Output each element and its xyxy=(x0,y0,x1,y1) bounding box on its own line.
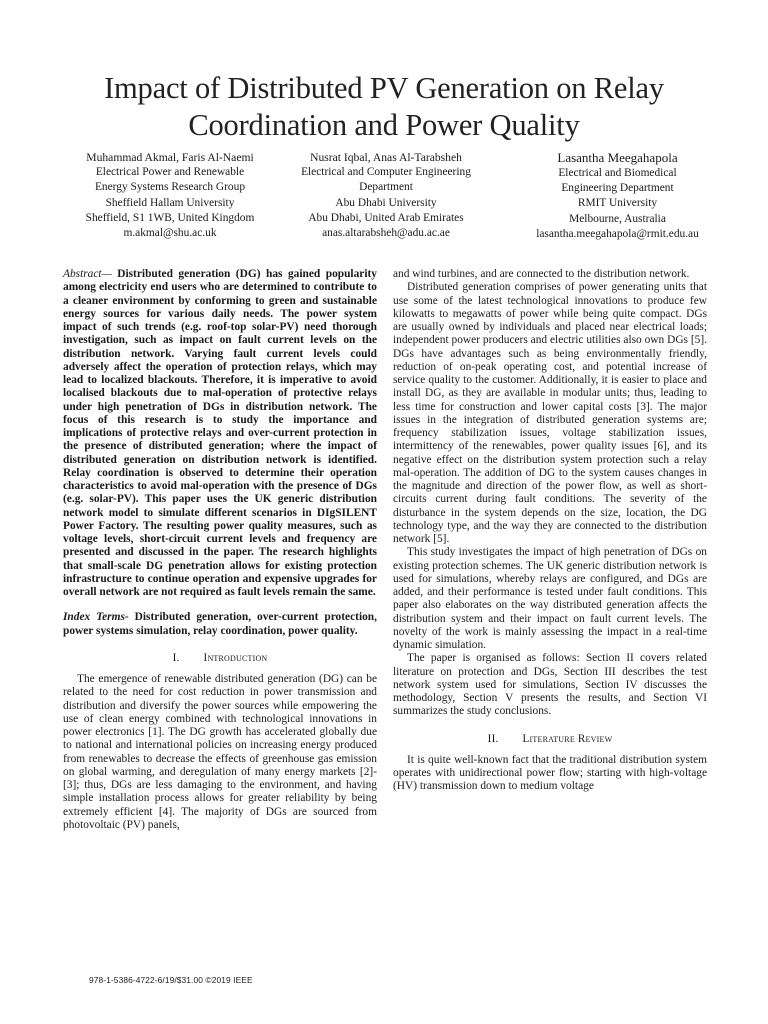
affiliation-line: Sheffield, S1 1WB, United Kingdom xyxy=(85,211,255,224)
index-terms-text: - Distributed generation, over-current protection, power systems simulation, relay coordination, power quality. xyxy=(63,611,377,637)
author-email: lasantha.meegahapola@rmit.edu.au xyxy=(536,227,699,240)
affiliation-line: Abu Dhabi University xyxy=(335,196,437,209)
author-affiliation-1 xyxy=(65,150,275,241)
title-line-2: Coordination and Power Quality xyxy=(188,108,580,142)
paragraph: Distributed generation comprises of power generating units that use some of the latest technological innovations to produce few kilowatts to megawatts of power while being quite compact. DGs are usually owned by individuals and placed near electrical loads; independent power producers and electric utilities also own DGs [5]. DGs have advantages such as being environmentally friendly, reduction of on-peak operating cost, and potential increase of service quality to the customer. Additionally, it is easier to place and install DG, as they are available in modular units; thus, leading to less time for construction and lower capital costs [3]. The major issues in the integration of distributed generation systems are; frequency stabilization issues, voltage stabilization issues, intermittency of the renewables, power quality issues [6], and its negative effect on the distribution system protection such a relay mal-operation. The addition of DG to the system causes changes in the magnitude and direction of the power flow, as well as short-circuits current during fault conditions. The severity of the disturbance in the system depends on the size, location, the DG technology type, and the way they are connected to the distribution network [5]. xyxy=(393,281,707,545)
author-names: Lasantha Meegahapola xyxy=(557,150,678,165)
affiliation-line: Department xyxy=(359,181,413,194)
paragraph: This study investigates the impact of high penetration of DGs on existing protection schemes. The UK generic distribution network is used for simulations, whereby relays are configured, and DGs are added, and their performance is tested under fault conditions. This paper also elaborates on the way distributed generation affects the distribution system and their impact on fault current levels. The novelty of the work is mainly assessing the impact in a real-time dynamic simulation. xyxy=(393,546,707,651)
abstract-text: Distributed generation (DG) has gained popularity among electricity end users who are determined to contribute to a cleaner environment by conforming to green and sustainable energy sources for various daily needs. The power system impact of such trends (e.g. roof-top solar-PV) need thorough investigation, such as impact on fault current levels on the distribution network. Varying fault current levels could adversely affect the operation of protection relays, which may lead to localized blackouts. Therefore, it is imperative to avoid localised blackouts due to mal-operation of protective relays under high penetration of DGs in distribution network. The focus of this research is to study the importance and implications of protective relays and over-current protection in the presence of distributed generation; where the impact of distributed generation on distribution network is identified. Relay coordination is observed to determine their operation characteristics to avoid mal-operation with the presence of DGs (e.g. solar-PV). This paper uses the UK generic distribution network model to simulate different scenarios in DIgSILENT Power Factory. The resulting power quality measures, such as voltage levels, short-circuit current levels and frequency are presented and discussed in the paper. The research highlights that small-scale DG penetration allows for existing protection infrastructure to continue operation and expensive upgrades for overall network are not required as fault levels remain the same. xyxy=(63,268,377,598)
affiliation-line: Abu Dhabi, United Arab Emirates xyxy=(308,211,464,224)
author-affiliation-3 xyxy=(495,150,740,242)
index-terms-label: Index Terms xyxy=(63,611,125,624)
author-block xyxy=(55,150,735,240)
paragraph: The paper is organised as follows: Section II covers related literature on protection and DGs, Section III describes the test network system used for simulations, Section IV discusses the methodology, Section V presents the results, and Section VI summarizes the study conclusions. xyxy=(393,652,707,718)
paper-title xyxy=(40,70,728,144)
author-email: anas.altarabsheh@adu.ac.ae xyxy=(322,227,450,240)
paragraph: It is quite well-known fact that the traditional distribution system operates with unidirectional power flow; starting with high-voltage (HV) transmission down to medium voltage xyxy=(393,753,707,793)
author-affiliation-2 xyxy=(281,150,491,241)
section-heading-literature-review xyxy=(393,733,707,746)
author-names: Nusrat Iqbal, Anas Al-Tarabsheh xyxy=(310,151,462,164)
section-heading-introduction xyxy=(63,652,377,665)
author-names: Muhammad Akmal, Faris Al-Naemi xyxy=(86,151,254,164)
author-email: m.akmal@shu.ac.uk xyxy=(123,227,217,240)
affiliation-line: Melbourne, Australia xyxy=(569,212,666,225)
affiliation-line: Energy Systems Research Group xyxy=(94,181,246,194)
section-title: Introduction xyxy=(203,651,268,664)
section-number: II. xyxy=(487,732,499,745)
paragraph: and wind turbines, and are connected to the distribution network. xyxy=(393,268,690,280)
affiliation-line: Electrical and Biomedical xyxy=(558,167,677,179)
copyright-footer: 978-1-5386-4722-6/19/$31.00 ©2019 IEEE xyxy=(89,975,253,985)
right-column xyxy=(393,268,707,794)
affiliation-line: Electrical Power and Renewable xyxy=(95,166,245,179)
section-number: I. xyxy=(172,651,180,664)
abstract xyxy=(63,268,377,599)
section-title: Literature Review xyxy=(522,732,613,745)
affiliation-line: Engineering Department xyxy=(561,182,674,195)
index-terms xyxy=(63,611,377,638)
affiliation-line: Sheffield Hallam University xyxy=(105,196,235,209)
paragraph: The emergence of renewable distributed generation (DG) can be related to the need for cost reduction in power transmission and distribution and diversify the power sources while empowering the use of clean energy combined with technological innovations in power electronics [1]. The DG growth has accelerated globally due to national and international policies on increasing energy produced from renewables to decrease the effects of greenhouse gas emission on global warming, and deregulation of many energy markets [2]-[3]; thus, DGs are less damaging to the environment, and having simple installation process allows for greater reliability by being extremely efficient [4]. The majority of DGs are sourced from photovoltaic (PV) panels, xyxy=(63,673,377,831)
affiliation-line: RMIT University xyxy=(577,197,658,210)
left-column xyxy=(63,268,377,832)
abstract-label: Abstract— xyxy=(63,268,112,280)
title-line-1: Impact of Distributed PV Generation on Relay xyxy=(104,71,664,105)
affiliation-line: Electrical and Computer Engineering xyxy=(301,166,471,179)
